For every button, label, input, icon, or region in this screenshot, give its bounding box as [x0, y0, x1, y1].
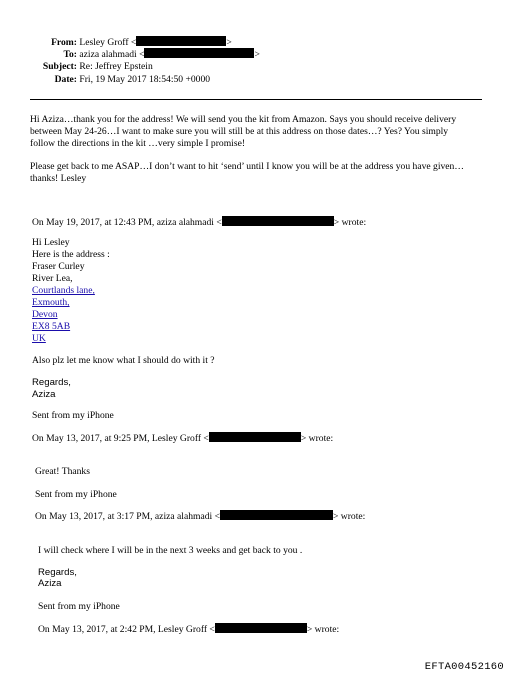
from-end: >: [226, 37, 232, 48]
quote2-header-post: > wrote:: [300, 433, 334, 444]
address-link-town[interactable]: Exmouth,: [32, 297, 70, 308]
quote1-header-pre: On May 19, 2017, at 12:43 PM, aziza alahmadi <: [32, 217, 222, 228]
quote3-header: [35, 510, 365, 523]
quote1-sent-from: Sent from my iPhone: [32, 410, 114, 421]
subject-label: Subject:: [42, 61, 77, 72]
to-name: aziza alahmadi <: [79, 49, 145, 60]
address-link-country[interactable]: UK: [32, 333, 46, 344]
address-link-postcode[interactable]: EX8 5AB: [32, 321, 71, 332]
quote1-intro: Here is the address :: [32, 249, 110, 260]
quote3-text: I will check where I will be in the next 3 weeks and get back to you .: [38, 545, 303, 556]
quote1-header: [32, 216, 366, 229]
redaction-bar: [136, 36, 226, 46]
quote1-header-post: > wrote:: [333, 217, 367, 228]
address-line-2: River Lea,: [32, 273, 73, 284]
header-to: [0, 48, 260, 61]
quote3-header-pre: On May 13, 2017, at 3:17 PM, aziza alahmadi <: [35, 511, 220, 522]
redaction-bar: [222, 216, 334, 226]
quote4-header: [38, 623, 339, 636]
quote1-regards: Regards,: [32, 377, 71, 388]
document-id: EFTA00452160: [424, 661, 504, 673]
quote4-header-post: > wrote:: [306, 624, 340, 635]
quote1-signature: Aziza: [32, 389, 56, 400]
redaction-bar: [215, 623, 307, 633]
quote2-header: [32, 432, 333, 445]
quote2-header-pre: On May 13, 2017, at 9:25 PM, Lesley Groff <: [32, 433, 209, 444]
address-link-street[interactable]: Courtlands lane,: [32, 285, 95, 296]
to-end: >: [254, 49, 260, 60]
body-p1-line2: between May 24-26…I want to make sure you will still be at this address on those dates…? Yes? You simply: [30, 126, 449, 137]
body-p1-line3: follow the directions in the kit …very simple I promise!: [30, 138, 246, 149]
quote4-header-pre: On May 13, 2017, at 2:42 PM, Lesley Groff <: [38, 624, 215, 635]
date-label: Date:: [54, 74, 77, 85]
quote3-regards: Regards,: [38, 567, 77, 578]
quote3-header-post: > wrote:: [333, 511, 366, 522]
header-date: [0, 74, 210, 86]
redaction-bar: [220, 510, 333, 520]
redaction-bar: [144, 48, 254, 58]
body-p1-line1: Hi Aziza…thank you for the address! We will send you the kit from Amazon. Says you should receive delivery: [30, 114, 457, 125]
body-p2-line2: thanks! Lesley: [30, 173, 87, 184]
quote1-ask: Also plz let me know what I should do with it ?: [32, 355, 215, 366]
quote2-sent-from: Sent from my iPhone: [35, 489, 117, 500]
from-label: From:: [51, 37, 77, 48]
header-subject: [0, 61, 153, 73]
quote3-signature: Aziza: [38, 578, 62, 589]
from-name: Lesley Groff <: [79, 37, 137, 48]
date-value: Fri, 19 May 2017 18:54:50 +0000: [79, 74, 211, 85]
header-divider: [30, 99, 482, 100]
quote1-greeting: Hi Lesley: [32, 237, 70, 248]
quote2-text: Great! Thanks: [35, 466, 90, 477]
address-line-1: Fraser Curley: [32, 261, 85, 272]
to-label: To:: [63, 49, 77, 60]
redaction-bar: [209, 432, 301, 442]
quote3-sent-from: Sent from my iPhone: [38, 601, 120, 612]
address-link-county[interactable]: Devon: [32, 309, 58, 320]
body-p2-line1: Please get back to me ASAP…I don’t want to hit ‘send’ until I know you will be at the address you have given…: [30, 161, 464, 172]
subject-value: Re: Jeffrey Epstein: [79, 61, 153, 72]
